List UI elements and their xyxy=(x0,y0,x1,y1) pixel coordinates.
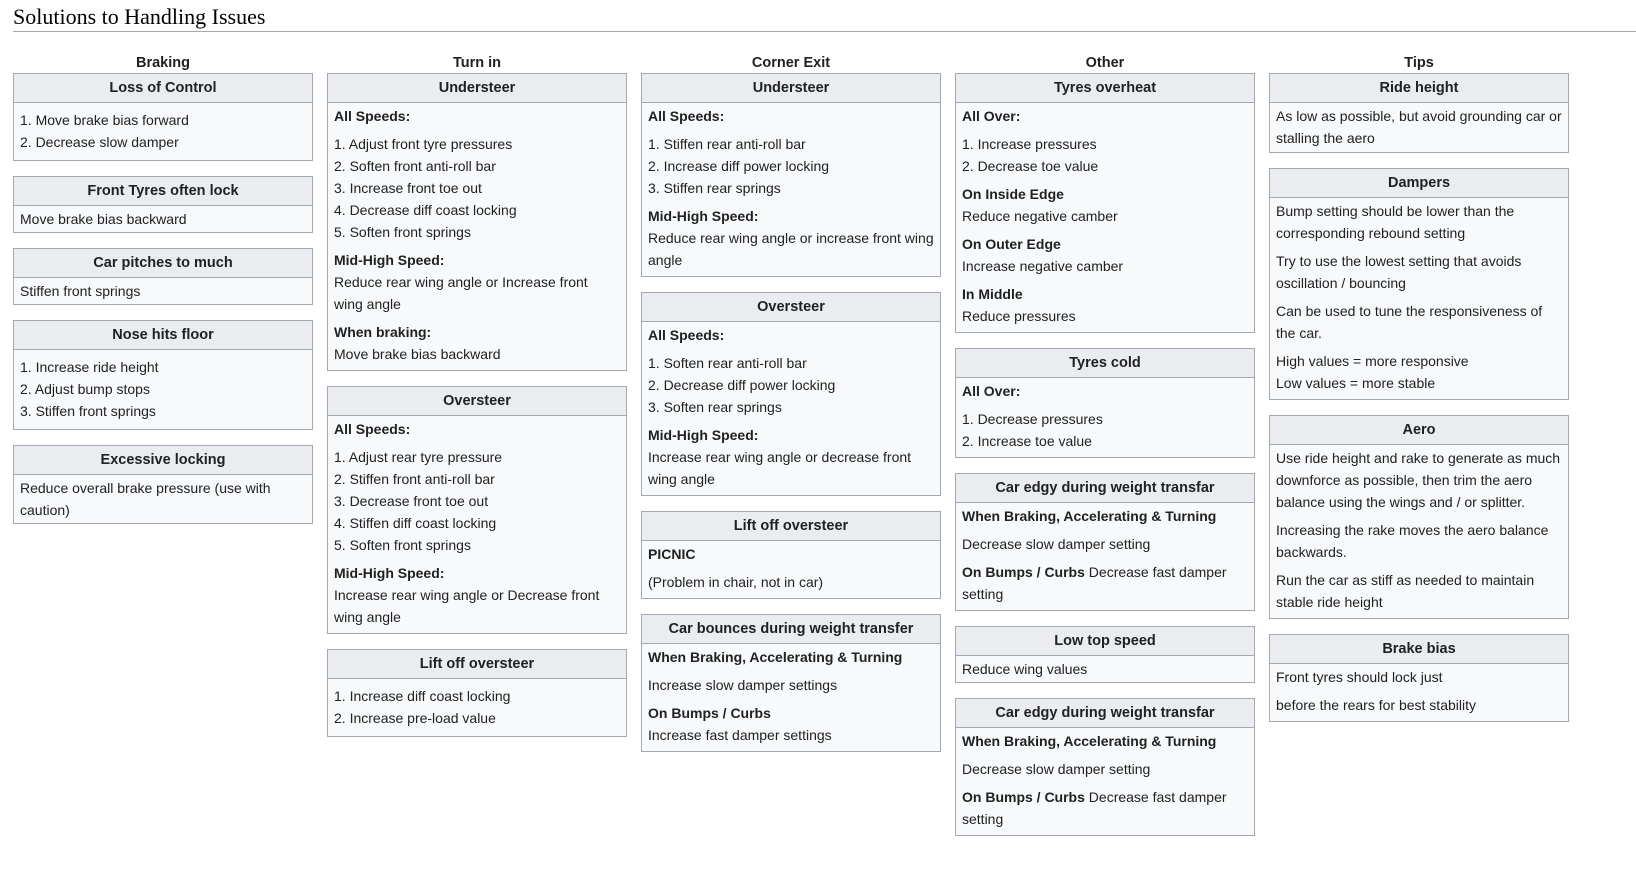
list-item: 2. Stiffen front anti-roll bar xyxy=(334,471,495,487)
list-item: 2. Increase toe value xyxy=(962,433,1092,449)
box-aero xyxy=(1269,415,1569,619)
column-heading: Braking xyxy=(136,55,190,71)
section-label: When Braking, Accelerating & Turning xyxy=(962,508,1217,524)
section-text: Increase rear wing angle or decrease front wing angle xyxy=(648,449,912,487)
section-label: When Braking, Accelerating & Turning xyxy=(962,733,1217,749)
box-dampers xyxy=(1269,168,1569,400)
tip-text: Use ride height and rake to generate as much downforce as possible, then trim the aero balance using the wings and / or splitter. xyxy=(1276,450,1561,510)
section-text: Increase fast damper settings xyxy=(648,727,832,743)
tip-text: Increasing the rake moves the aero balance backwards. xyxy=(1276,522,1549,560)
tip-text: Can be used to tune the responsiveness of the car. xyxy=(1276,303,1543,341)
box-excessive-locking xyxy=(13,445,313,524)
section-label: On Bumps / Curbs xyxy=(962,789,1085,805)
tip-text: Low values = more stable xyxy=(1276,375,1436,391)
box-title: Understeer xyxy=(328,74,626,103)
section-text xyxy=(962,786,1248,830)
box-exit-bounces xyxy=(641,614,941,752)
tip-text: before the rears for best stability xyxy=(1276,697,1476,713)
section-text: Reduce negative camber xyxy=(962,208,1118,224)
list-item: 1. Soften rear anti-roll bar xyxy=(648,355,807,371)
box-car-edgy-1 xyxy=(955,473,1255,611)
section-text: Increase negative camber xyxy=(962,258,1124,274)
column-heading: Corner Exit xyxy=(751,55,831,71)
box-title: Car pitches to much xyxy=(14,249,312,278)
column-turn-in xyxy=(327,54,627,752)
box-tyres-overheat xyxy=(955,73,1255,333)
list-item: 2. Decrease slow damper xyxy=(20,134,179,150)
section-text: Move brake bias backward xyxy=(334,346,501,362)
section-text: Decrease fast damper setting xyxy=(962,564,1227,602)
section-label: All Over: xyxy=(962,383,1021,399)
box-title: Loss of Control xyxy=(14,74,312,103)
box-title: Oversteer xyxy=(328,387,626,416)
list-item: Move brake bias backward xyxy=(20,211,187,227)
section-label: Mid-High Speed: xyxy=(334,252,445,268)
box-front-tyres-lock xyxy=(13,176,313,233)
box-car-pitches xyxy=(13,248,313,305)
section-label: All Speeds: xyxy=(334,108,411,124)
list-item: 3. Increase front toe out xyxy=(334,180,482,196)
list-item: 2. Increase diff power locking xyxy=(648,158,830,174)
box-car-edgy-2 xyxy=(955,698,1255,836)
box-ride-height xyxy=(1269,73,1569,153)
section-label: PICNIC xyxy=(648,546,696,562)
column-heading: Turn in xyxy=(452,55,502,71)
list-item: Stiffen front springs xyxy=(20,283,141,299)
list-item: 1. Increase diff coast locking xyxy=(334,688,511,704)
tip-text: Try to use the lowest setting that avoids oscillation / bouncing xyxy=(1276,253,1522,291)
column-heading: Other xyxy=(1085,55,1125,71)
box-turn-in-oversteer xyxy=(327,386,627,634)
tip-text: High values = more responsive xyxy=(1276,353,1469,369)
tip-text: As low as possible, but avoid grounding car or stalling the aero xyxy=(1276,108,1562,146)
list-item: 1. Stiffen rear anti-roll bar xyxy=(648,136,806,152)
list-item: 1. Adjust rear tyre pressure xyxy=(334,449,503,465)
section-text: Decrease slow damper setting xyxy=(962,761,1151,777)
box-low-top-speed xyxy=(955,626,1255,683)
column-corner-exit xyxy=(641,54,941,767)
list-item: 3. Stiffen rear springs xyxy=(648,180,781,196)
box-title: Tyres cold xyxy=(956,349,1254,378)
list-item: 5. Soften front springs xyxy=(334,537,471,553)
section-text: Increase rear wing angle or Decrease front wing angle xyxy=(334,587,600,625)
box-title: Nose hits floor xyxy=(14,321,312,350)
section-label: All Speeds: xyxy=(334,421,411,437)
box-title: Aero xyxy=(1270,416,1568,445)
list-item: 2. Adjust bump stops xyxy=(20,381,150,397)
box-turn-in-lift-off xyxy=(327,649,627,737)
box-title: Excessive locking xyxy=(14,446,312,475)
section-label: Mid-High Speed: xyxy=(648,208,759,224)
column-braking xyxy=(13,54,313,539)
section-text xyxy=(962,561,1248,605)
list-item: 1. Increase pressures xyxy=(962,136,1097,152)
list-item: 3. Decrease front toe out xyxy=(334,493,489,509)
title-divider xyxy=(13,31,1636,32)
section-label: On Outer Edge xyxy=(962,236,1061,252)
section-text: (Problem in chair, not in car) xyxy=(648,574,824,590)
column-other xyxy=(955,54,1255,851)
list-item: 2. Soften front anti-roll bar xyxy=(334,158,496,174)
section-label: On Bumps / Curbs xyxy=(648,705,771,721)
list-item: Reduce overall brake pressure (use with caution) xyxy=(20,480,271,518)
box-title: Car edgy during weight transfar xyxy=(956,699,1254,728)
box-title: Dampers xyxy=(1270,169,1568,198)
box-exit-lift-off xyxy=(641,511,941,599)
list-item: 2. Decrease toe value xyxy=(962,158,1099,174)
box-brake-bias xyxy=(1269,634,1569,722)
box-title: Brake bias xyxy=(1270,635,1568,664)
section-text: Decrease slow damper setting xyxy=(962,536,1151,552)
section-label: On Bumps / Curbs xyxy=(962,564,1085,580)
list-item: 2. Increase pre-load value xyxy=(334,710,496,726)
box-title: Lift off oversteer xyxy=(328,650,626,679)
page-title: Solutions to Handling Issues xyxy=(13,4,266,29)
box-nose-hits-floor xyxy=(13,320,313,430)
box-title: Tyres overheat xyxy=(956,74,1254,103)
column-tips xyxy=(1269,54,1569,737)
section-label: When Braking, Accelerating & Turning xyxy=(648,649,903,665)
section-label: In Middle xyxy=(962,286,1023,302)
box-exit-oversteer xyxy=(641,292,941,496)
section-label: All Over: xyxy=(962,108,1021,124)
list-item: 1. Decrease pressures xyxy=(962,411,1103,427)
section-label: All Speeds: xyxy=(648,108,725,124)
box-title: Car bounces during weight transfer xyxy=(642,615,940,644)
list-item: 5. Soften front springs xyxy=(334,224,471,240)
list-item: 4. Decrease diff coast locking xyxy=(334,202,517,218)
box-title: Front Tyres often lock xyxy=(14,177,312,206)
section-label: Mid-High Speed: xyxy=(334,565,445,581)
section-label: Mid-High Speed: xyxy=(648,427,759,443)
box-tyres-cold xyxy=(955,348,1255,458)
box-turn-in-understeer xyxy=(327,73,627,371)
list-item: 1. Move brake bias forward xyxy=(20,112,189,128)
box-title: Understeer xyxy=(642,74,940,103)
tip-text: Bump setting should be lower than the corresponding rebound setting xyxy=(1276,203,1515,241)
section-text: Reduce rear wing angle or Increase front wing angle xyxy=(334,274,588,312)
section-text: Reduce rear wing angle or increase front wing angle xyxy=(648,230,934,268)
box-loss-of-control xyxy=(13,73,313,161)
list-item: 1. Adjust front tyre pressures xyxy=(334,136,513,152)
list-item: 3. Soften rear springs xyxy=(648,399,782,415)
section-text: Reduce pressures xyxy=(962,308,1076,324)
section-text: Reduce wing values xyxy=(962,661,1088,677)
box-title: Low top speed xyxy=(956,627,1254,656)
list-item: 3. Stiffen front springs xyxy=(20,403,156,419)
box-title: Ride height xyxy=(1270,74,1568,103)
box-title: Oversteer xyxy=(642,293,940,322)
tip-text: Run the car as stiff as needed to maintain stable ride height xyxy=(1276,572,1535,610)
box-title: Car edgy during weight transfar xyxy=(956,474,1254,503)
section-label: On Inside Edge xyxy=(962,186,1064,202)
list-item: 2. Decrease diff power locking xyxy=(648,377,836,393)
column-heading: Tips xyxy=(1404,55,1434,71)
list-item: 4. Stiffen diff coast locking xyxy=(334,515,497,531)
box-title: Lift off oversteer xyxy=(642,512,940,541)
section-text: Increase slow damper settings xyxy=(648,677,838,693)
section-label: All Speeds: xyxy=(648,327,725,343)
box-exit-understeer xyxy=(641,73,941,277)
list-item: 1. Increase ride height xyxy=(20,359,159,375)
tip-text: Front tyres should lock just xyxy=(1276,669,1443,685)
section-label: When braking: xyxy=(334,324,432,340)
section-text: Decrease fast damper setting xyxy=(962,789,1227,827)
